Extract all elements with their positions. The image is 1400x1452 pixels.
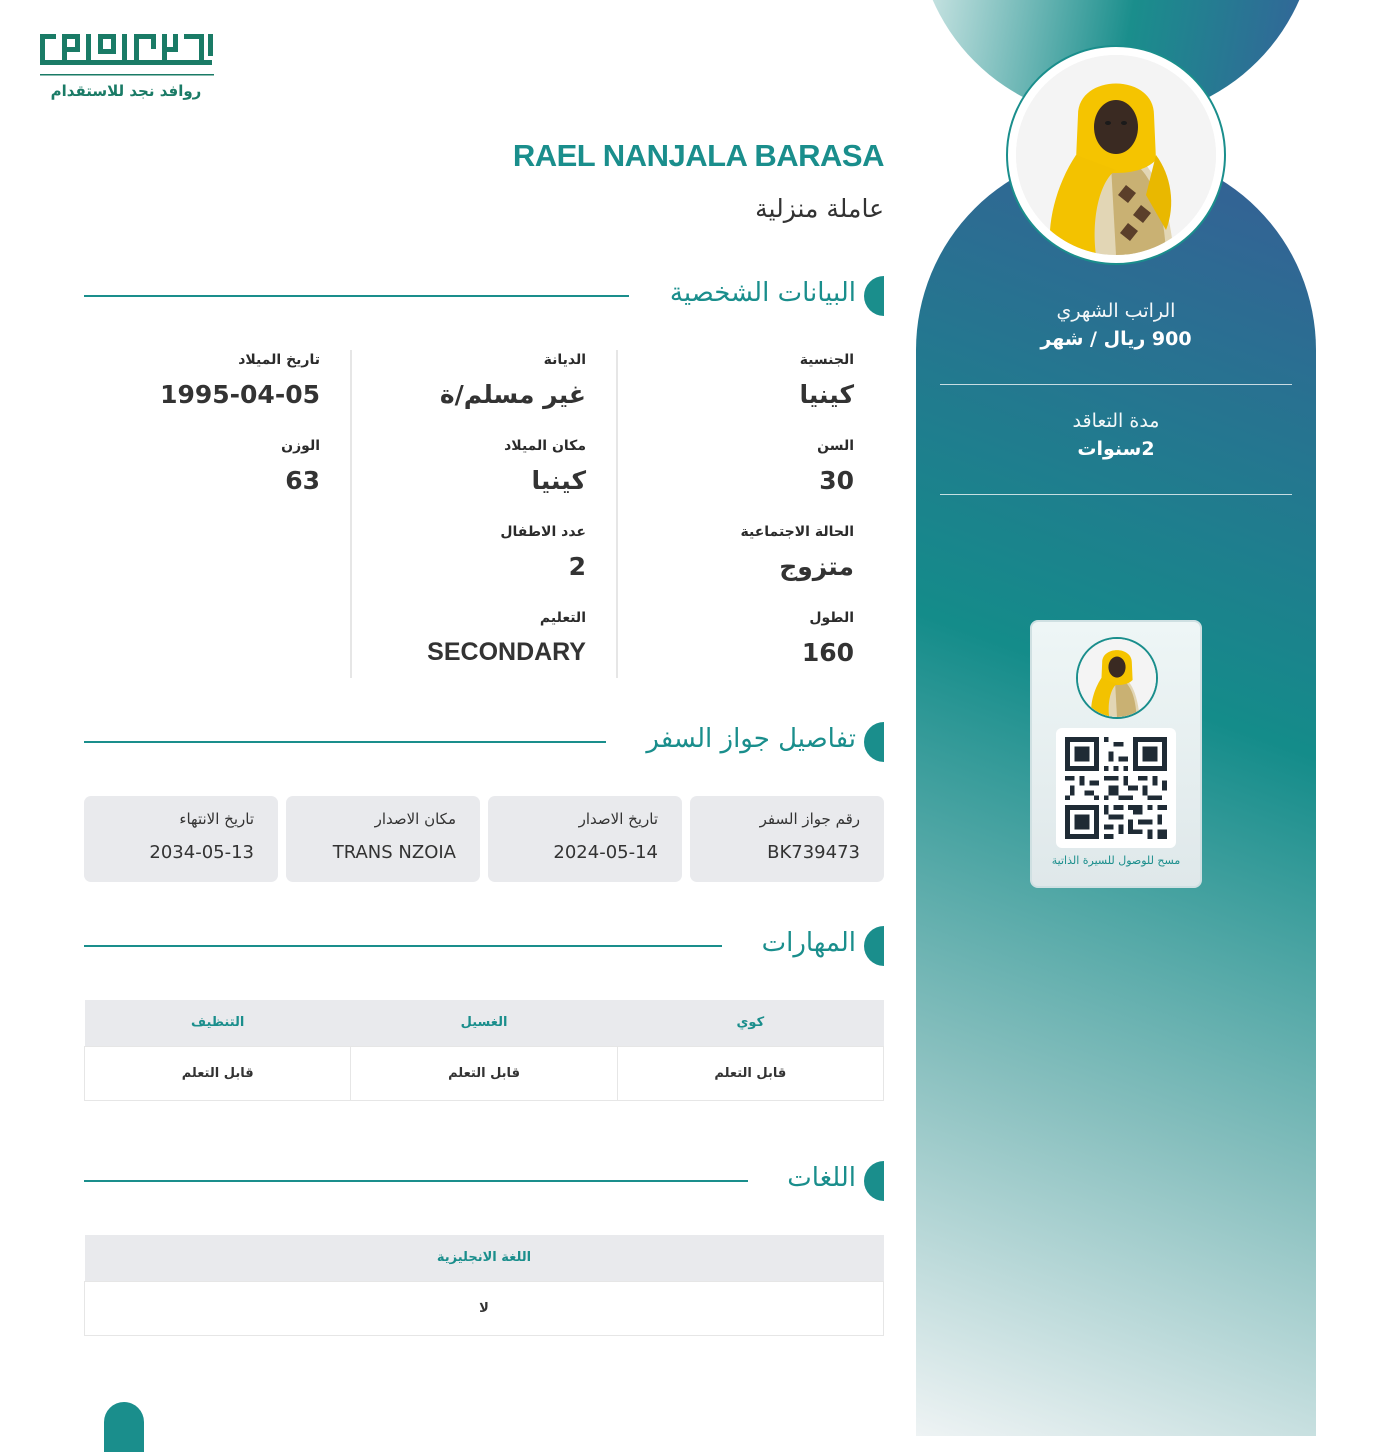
section-line [84,945,722,947]
company-name: روافد نجد للاستقدام [50,82,202,100]
personal-section-header [84,276,884,318]
personal-grid [84,350,884,678]
table-cell: قابل التعلم [85,1046,351,1100]
field-nationality [799,352,854,409]
qr-code[interactable] [1056,728,1176,848]
dob-label: تاريخ الميلاد [238,352,320,368]
section-marker [864,1161,884,1201]
height-label: الطول [809,610,854,626]
children-value: 2 [568,552,586,581]
field-dob [160,352,320,409]
issue-date-value: 2024-05-14 [553,842,658,863]
personal-column-3 [86,350,352,678]
religion-value: غير مسلم/ة [439,380,586,409]
expiry-label: تاريخ الانتهاء [179,810,254,828]
section-line [84,295,629,297]
table-header-row [85,1000,884,1046]
section-line [84,1180,748,1182]
dob-value: 1995-04-05 [160,380,320,409]
contract-label: مدة التعاقد [1072,410,1160,432]
religion-label: الديانة [543,352,586,368]
passport-number-value: BK739473 [767,842,860,863]
personal-column-2 [352,350,618,678]
worker-name: RAEL NANJALA BARASA [512,138,884,173]
marital-label: الحالة الاجتماعية [740,524,854,540]
age-value: 30 [819,466,854,495]
table-header: اللغة الانجليزية [85,1235,884,1281]
profile-photo [1016,55,1216,255]
weight-value: 63 [285,466,320,495]
table-row [85,1281,884,1335]
job-title: عاملة منزلية [755,194,884,223]
table-row [85,1046,884,1100]
field-children [500,524,586,581]
passport-section-header [84,722,884,764]
birthplace-value: كينيا [531,466,586,495]
age-label: السن [817,438,854,454]
profile-photo-frame [1006,45,1226,265]
table-header: التنظيف [85,1000,351,1046]
passport-expiry-card [84,796,278,882]
skills-section-title: المهارات [761,928,856,958]
marital-value: متزوج [779,552,854,581]
salary-value: 900 ريال / شهر [1040,328,1192,350]
salary-block [940,300,1292,350]
section-marker [864,926,884,966]
salary-label: الراتب الشهري [1056,300,1176,322]
education-value: SECONDARY [427,638,586,666]
bottom-decoration [104,1402,144,1452]
table-header: كوي [617,1000,883,1046]
languages-section-header [84,1161,884,1203]
field-education [427,610,586,667]
passport-issue-place-card [286,796,480,882]
children-label: عدد الاطفال [500,524,586,540]
qr-card[interactable] [1030,620,1202,888]
personal-section-title: البيانات الشخصية [669,278,856,308]
passport-number-label: رقم جواز السفر [759,810,860,828]
table-cell: لا [85,1281,884,1335]
contract-value: 2سنوات [1077,438,1155,460]
sidebar-panel [916,0,1316,1436]
field-birthplace [504,438,586,495]
weight-label: الوزن [281,438,320,454]
issue-place-value: TRANS NZOIA [332,842,456,863]
field-marital [741,524,854,581]
issue-place-label: مكان الاصدار [374,810,456,828]
table-header-row [85,1235,884,1281]
skills-section-header [84,926,884,968]
issue-date-label: تاريخ الاصدار [578,810,658,828]
section-line [84,741,606,743]
divider [940,494,1292,495]
section-marker [864,276,884,316]
birthplace-label: مكان الميلاد [504,438,586,454]
skills-table [84,1000,884,1101]
personal-column-1 [618,350,884,678]
contract-block [940,410,1292,460]
section-marker [864,722,884,762]
table-cell: قابل التعلم [351,1046,617,1100]
nationality-value: كينيا [799,380,854,409]
passport-number-card [690,796,884,882]
passport-issue-date-card [488,796,682,882]
education-label: التعليم [539,610,586,626]
passport-section-title: تفاصيل جواز السفر [646,724,856,754]
nationality-label: الجنسية [799,352,854,368]
field-religion [440,352,586,409]
languages-section-title: اللغات [787,1163,856,1193]
languages-table [84,1235,884,1336]
qr-caption: مسح للوصول للسيرة الذاتية [1051,854,1181,867]
field-weight [281,438,320,495]
table-cell: قابل التعلم [617,1046,883,1100]
field-height [802,610,854,667]
height-value: 160 [801,638,854,667]
field-age [817,438,854,495]
divider [940,384,1292,385]
expiry-value: 2034-05-13 [149,842,254,863]
qr-avatar [1076,637,1158,719]
table-header: الغسيل [351,1000,617,1046]
